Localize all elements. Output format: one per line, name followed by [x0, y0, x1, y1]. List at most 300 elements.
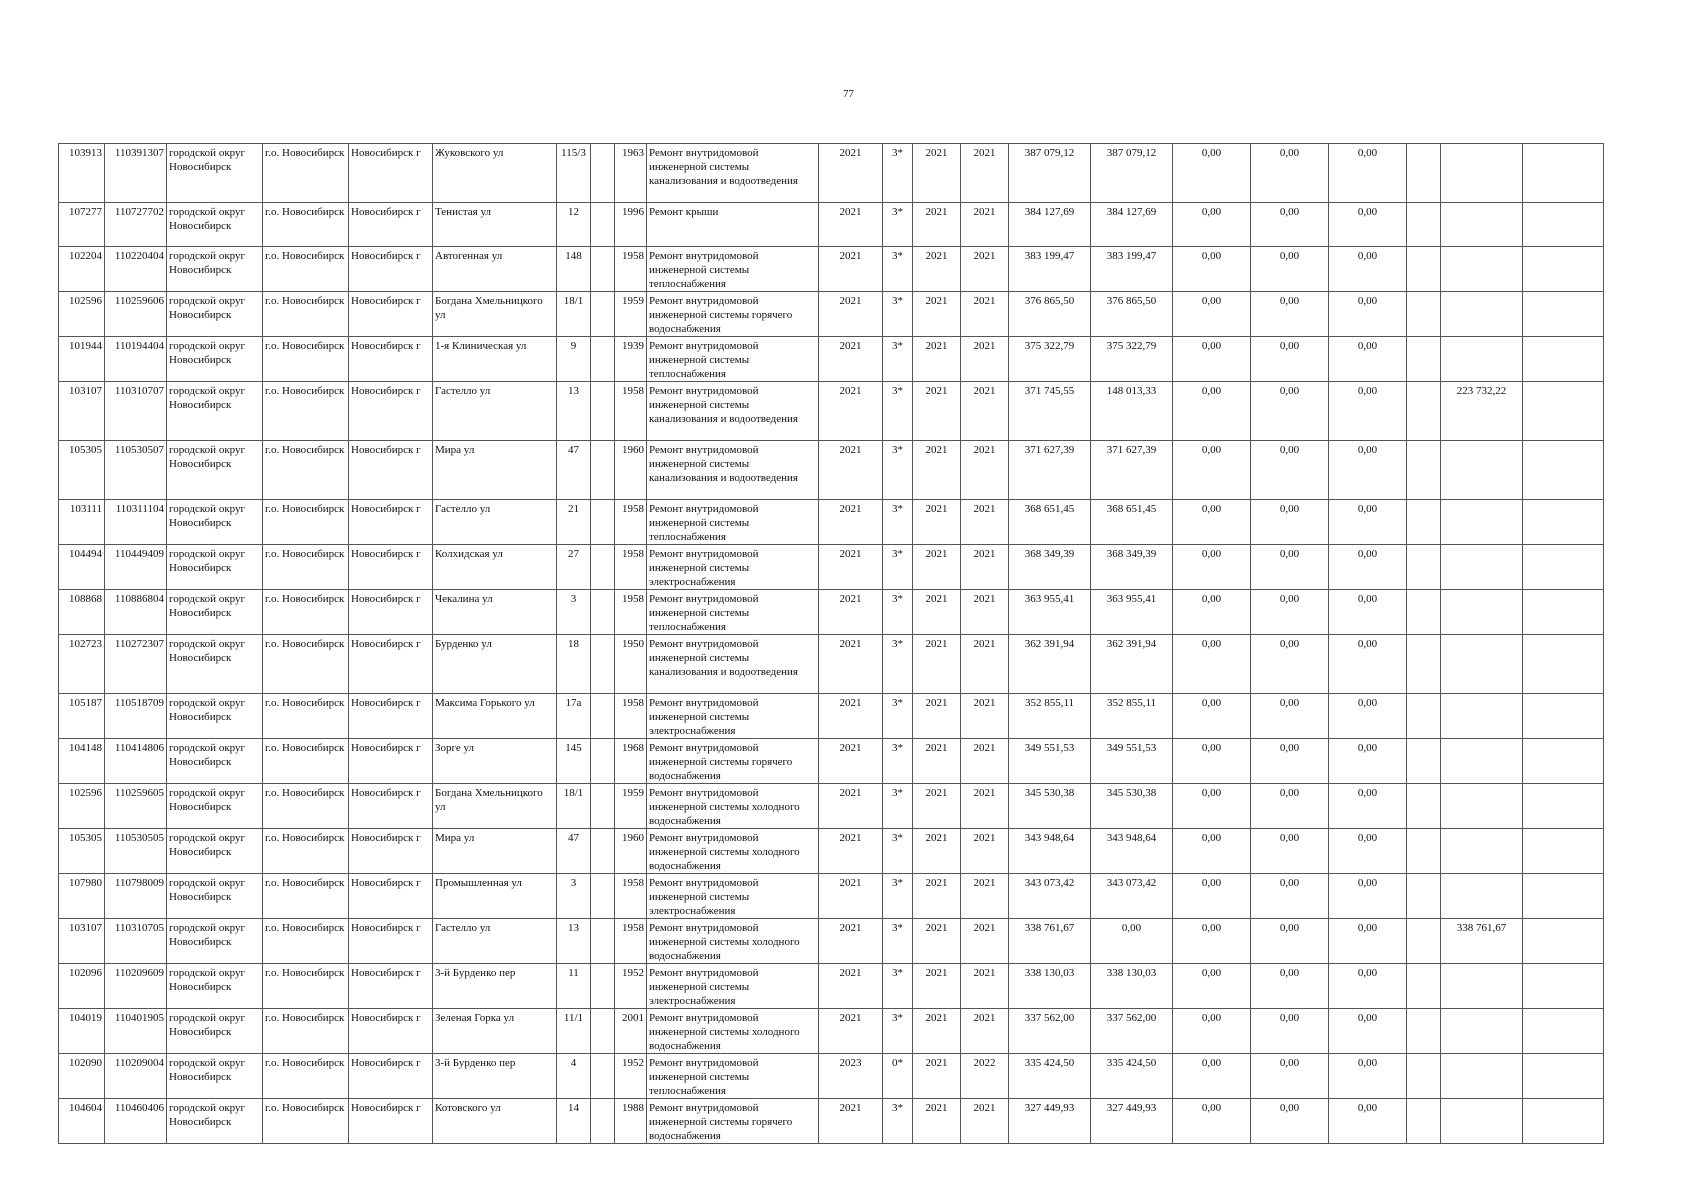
cell-build-year: 1968 — [615, 739, 647, 784]
table-row — [59, 1054, 1604, 1099]
cell-owner-funds — [1441, 144, 1523, 203]
cell-work-type: Ремонт внутридомовой инженерной системы канализования и водоотведения — [647, 382, 819, 441]
cell-locality: Новосибирск г — [349, 1009, 433, 1054]
cell-house-number: 11/1 — [557, 1009, 591, 1054]
cell-build-year: 1952 — [615, 1054, 647, 1099]
cell-plan-year: 2023 — [819, 1054, 883, 1099]
cell-object-id: 110518709 — [105, 694, 167, 739]
cell-budget-local: 0,00 — [1329, 292, 1407, 337]
cell-build-year: 1959 — [615, 784, 647, 829]
cell-budget-federal: 0,00 — [1173, 247, 1251, 292]
cell-total-cost: 368 349,39 — [1009, 545, 1091, 590]
cell-fund-cost: 362 391,94 — [1091, 635, 1173, 694]
cell-owner-funds — [1441, 739, 1523, 784]
cell-budget-local: 0,00 — [1329, 500, 1407, 545]
cell-start-year: 2021 — [913, 144, 961, 203]
cell-build-year: 1963 — [615, 144, 647, 203]
cell-notes — [1523, 1099, 1604, 1144]
cell-owner-funds — [1441, 1009, 1523, 1054]
cell-plan-year: 2021 — [819, 382, 883, 441]
cell-house-number: 14 — [557, 1099, 591, 1144]
cell-budget-local: 0,00 — [1329, 382, 1407, 441]
cell-priority-code: 3* — [883, 1009, 913, 1054]
cell-start-year: 2021 — [913, 874, 961, 919]
cell-municipality: городской округ Новосибирск — [167, 500, 263, 545]
cell-building — [591, 144, 615, 203]
cell-total-cost: 352 855,11 — [1009, 694, 1091, 739]
cell-build-year: 1958 — [615, 590, 647, 635]
cell-fund-cost: 384 127,69 — [1091, 203, 1173, 247]
table-row — [59, 545, 1604, 590]
cell-fund-cost: 343 948,64 — [1091, 829, 1173, 874]
cell-work-type: Ремонт внутридомовой инженерной системы канализования и водоотведения — [647, 635, 819, 694]
cell-municipal-entity: г.о. Новосибирск — [263, 144, 349, 203]
cell-plan-year: 2021 — [819, 203, 883, 247]
cell-priority-code: 3* — [883, 1099, 913, 1144]
cell-extra-col — [1407, 545, 1441, 590]
cell-work-type: Ремонт внутридомовой инженерной системы электроснабжения — [647, 964, 819, 1009]
cell-start-year: 2021 — [913, 784, 961, 829]
cell-total-cost: 362 391,94 — [1009, 635, 1091, 694]
cell-fund-cost: 352 855,11 — [1091, 694, 1173, 739]
cell-budget-local: 0,00 — [1329, 635, 1407, 694]
cell-object-id: 110530507 — [105, 441, 167, 500]
cell-priority-code: 3* — [883, 784, 913, 829]
cell-build-year: 1952 — [615, 964, 647, 1009]
cell-priority-code: 3* — [883, 964, 913, 1009]
cell-budget-federal: 0,00 — [1173, 144, 1251, 203]
cell-municipal-entity: г.о. Новосибирск — [263, 590, 349, 635]
cell-municipal-entity: г.о. Новосибирск — [263, 739, 349, 784]
cell-notes — [1523, 1054, 1604, 1099]
cell-owner-funds — [1441, 500, 1523, 545]
cell-total-cost: 337 562,00 — [1009, 1009, 1091, 1054]
table-row — [59, 337, 1604, 382]
cell-priority-code: 3* — [883, 247, 913, 292]
cell-build-year: 1958 — [615, 919, 647, 964]
cell-start-year: 2021 — [913, 337, 961, 382]
cell-house-id: 108868 — [59, 590, 105, 635]
cell-notes — [1523, 964, 1604, 1009]
cell-end-year: 2021 — [961, 292, 1009, 337]
cell-object-id: 110449409 — [105, 545, 167, 590]
cell-end-year: 2021 — [961, 382, 1009, 441]
cell-start-year: 2021 — [913, 739, 961, 784]
cell-end-year: 2021 — [961, 337, 1009, 382]
cell-house-number: 17а — [557, 694, 591, 739]
cell-extra-col — [1407, 203, 1441, 247]
cell-house-id: 102723 — [59, 635, 105, 694]
cell-start-year: 2021 — [913, 919, 961, 964]
cell-notes — [1523, 829, 1604, 874]
cell-start-year: 2021 — [913, 1099, 961, 1144]
cell-extra-col — [1407, 292, 1441, 337]
cell-work-type: Ремонт внутридомовой инженерной системы электроснабжения — [647, 694, 819, 739]
cell-house-id: 103111 — [59, 500, 105, 545]
cell-building — [591, 1009, 615, 1054]
cell-plan-year: 2021 — [819, 739, 883, 784]
cell-budget-local: 0,00 — [1329, 829, 1407, 874]
cell-municipality: городской округ Новосибирск — [167, 382, 263, 441]
cell-budget-local: 0,00 — [1329, 1054, 1407, 1099]
cell-budget-regional: 0,00 — [1251, 1009, 1329, 1054]
cell-plan-year: 2021 — [819, 829, 883, 874]
table-row — [59, 829, 1604, 874]
cell-start-year: 2021 — [913, 635, 961, 694]
cell-priority-code: 3* — [883, 500, 913, 545]
cell-house-id: 107277 — [59, 203, 105, 247]
cell-total-cost: 363 955,41 — [1009, 590, 1091, 635]
cell-priority-code: 3* — [883, 382, 913, 441]
cell-budget-local: 0,00 — [1329, 739, 1407, 784]
cell-budget-federal: 0,00 — [1173, 919, 1251, 964]
cell-locality: Новосибирск г — [349, 919, 433, 964]
cell-municipal-entity: г.о. Новосибирск — [263, 382, 349, 441]
cell-building — [591, 874, 615, 919]
cell-municipal-entity: г.о. Новосибирск — [263, 694, 349, 739]
cell-municipal-entity: г.о. Новосибирск — [263, 441, 349, 500]
cell-extra-col — [1407, 829, 1441, 874]
cell-building — [591, 1054, 615, 1099]
cell-owner-funds — [1441, 292, 1523, 337]
cell-fund-cost: 375 322,79 — [1091, 337, 1173, 382]
table-row — [59, 964, 1604, 1009]
cell-extra-col — [1407, 874, 1441, 919]
cell-street: 1-я Клиническая ул — [433, 337, 557, 382]
cell-notes — [1523, 919, 1604, 964]
cell-plan-year: 2021 — [819, 919, 883, 964]
cell-work-type: Ремонт внутридомовой инженерной системы горячего водоснабжения — [647, 292, 819, 337]
cell-total-cost: 338 761,67 — [1009, 919, 1091, 964]
table-row — [59, 1099, 1604, 1144]
cell-budget-federal: 0,00 — [1173, 1054, 1251, 1099]
cell-budget-federal: 0,00 — [1173, 337, 1251, 382]
cell-notes — [1523, 144, 1604, 203]
cell-budget-federal: 0,00 — [1173, 441, 1251, 500]
cell-plan-year: 2021 — [819, 874, 883, 919]
cell-notes — [1523, 739, 1604, 784]
cell-locality: Новосибирск г — [349, 590, 433, 635]
cell-work-type: Ремонт внутридомовой инженерной системы теплоснабжения — [647, 590, 819, 635]
cell-notes — [1523, 500, 1604, 545]
table-row — [59, 919, 1604, 964]
cell-budget-regional: 0,00 — [1251, 382, 1329, 441]
cell-object-id: 110209609 — [105, 964, 167, 1009]
cell-total-cost: 375 322,79 — [1009, 337, 1091, 382]
cell-extra-col — [1407, 1054, 1441, 1099]
cell-house-number: 3 — [557, 590, 591, 635]
cell-build-year: 1958 — [615, 500, 647, 545]
cell-work-type: Ремонт внутридомовой инженерной системы холодного водоснабжения — [647, 829, 819, 874]
cell-street: Автогенная ул — [433, 247, 557, 292]
cell-owner-funds — [1441, 441, 1523, 500]
cell-end-year: 2021 — [961, 784, 1009, 829]
cell-plan-year: 2021 — [819, 500, 883, 545]
cell-budget-local: 0,00 — [1329, 1009, 1407, 1054]
cell-house-id: 102096 — [59, 964, 105, 1009]
cell-budget-federal: 0,00 — [1173, 590, 1251, 635]
cell-budget-federal: 0,00 — [1173, 203, 1251, 247]
cell-build-year: 1960 — [615, 829, 647, 874]
cell-end-year: 2021 — [961, 694, 1009, 739]
cell-building — [591, 590, 615, 635]
cell-locality: Новосибирск г — [349, 829, 433, 874]
cell-municipality: городской округ Новосибирск — [167, 247, 263, 292]
cell-municipal-entity: г.о. Новосибирск — [263, 247, 349, 292]
cell-start-year: 2021 — [913, 1009, 961, 1054]
cell-locality: Новосибирск г — [349, 964, 433, 1009]
cell-municipal-entity: г.о. Новосибирск — [263, 874, 349, 919]
cell-extra-col — [1407, 382, 1441, 441]
cell-object-id: 110727702 — [105, 203, 167, 247]
cell-locality: Новосибирск г — [349, 694, 433, 739]
cell-street: Гастелло ул — [433, 919, 557, 964]
table-row — [59, 590, 1604, 635]
cell-budget-federal: 0,00 — [1173, 1009, 1251, 1054]
cell-end-year: 2021 — [961, 1099, 1009, 1144]
cell-end-year: 2021 — [961, 247, 1009, 292]
cell-build-year: 1959 — [615, 292, 647, 337]
cell-budget-federal: 0,00 — [1173, 829, 1251, 874]
cell-owner-funds — [1441, 545, 1523, 590]
cell-locality: Новосибирск г — [349, 441, 433, 500]
cell-budget-local: 0,00 — [1329, 784, 1407, 829]
cell-budget-regional: 0,00 — [1251, 739, 1329, 784]
cell-budget-regional: 0,00 — [1251, 829, 1329, 874]
cell-municipality: городской округ Новосибирск — [167, 1009, 263, 1054]
cell-extra-col — [1407, 919, 1441, 964]
cell-locality: Новосибирск г — [349, 874, 433, 919]
table-row — [59, 1009, 1604, 1054]
cell-locality: Новосибирск г — [349, 500, 433, 545]
cell-notes — [1523, 784, 1604, 829]
cell-notes — [1523, 292, 1604, 337]
cell-municipality: городской округ Новосибирск — [167, 694, 263, 739]
cell-end-year: 2021 — [961, 874, 1009, 919]
cell-start-year: 2021 — [913, 829, 961, 874]
cell-house-id: 103913 — [59, 144, 105, 203]
cell-owner-funds — [1441, 247, 1523, 292]
cell-municipality: городской округ Новосибирск — [167, 919, 263, 964]
cell-building — [591, 203, 615, 247]
cell-extra-col — [1407, 964, 1441, 1009]
cell-notes — [1523, 545, 1604, 590]
cell-municipal-entity: г.о. Новосибирск — [263, 203, 349, 247]
cell-budget-regional: 0,00 — [1251, 694, 1329, 739]
cell-owner-funds — [1441, 635, 1523, 694]
cell-building — [591, 964, 615, 1009]
cell-object-id: 110460406 — [105, 1099, 167, 1144]
cell-end-year: 2022 — [961, 1054, 1009, 1099]
cell-start-year: 2021 — [913, 203, 961, 247]
cell-priority-code: 3* — [883, 203, 913, 247]
cell-house-number: 13 — [557, 919, 591, 964]
cell-budget-local: 0,00 — [1329, 203, 1407, 247]
cell-building — [591, 919, 615, 964]
cell-end-year: 2021 — [961, 500, 1009, 545]
cell-plan-year: 2021 — [819, 635, 883, 694]
cell-extra-col — [1407, 590, 1441, 635]
cell-house-id: 107980 — [59, 874, 105, 919]
cell-municipality: городской округ Новосибирск — [167, 829, 263, 874]
cell-building — [591, 694, 615, 739]
cell-house-id: 104019 — [59, 1009, 105, 1054]
cell-house-id: 102596 — [59, 292, 105, 337]
cell-total-cost: 343 948,64 — [1009, 829, 1091, 874]
cell-budget-regional: 0,00 — [1251, 337, 1329, 382]
cell-municipal-entity: г.о. Новосибирск — [263, 1099, 349, 1144]
cell-building — [591, 635, 615, 694]
cell-budget-regional: 0,00 — [1251, 441, 1329, 500]
cell-extra-col — [1407, 144, 1441, 203]
cell-locality: Новосибирск г — [349, 292, 433, 337]
cell-street: Богдана Хмельницкого ул — [433, 784, 557, 829]
cell-budget-regional: 0,00 — [1251, 1054, 1329, 1099]
cell-object-id: 110886804 — [105, 590, 167, 635]
table-row — [59, 635, 1604, 694]
cell-work-type: Ремонт внутридомовой инженерной системы теплоснабжения — [647, 247, 819, 292]
cell-end-year: 2021 — [961, 545, 1009, 590]
cell-house-number: 18 — [557, 635, 591, 694]
capital-repair-register-table — [58, 143, 1604, 1144]
cell-plan-year: 2021 — [819, 590, 883, 635]
table-row — [59, 784, 1604, 829]
cell-house-number: 148 — [557, 247, 591, 292]
cell-work-type: Ремонт внутридомовой инженерной системы холодного водоснабжения — [647, 784, 819, 829]
cell-budget-local: 0,00 — [1329, 144, 1407, 203]
cell-end-year: 2021 — [961, 635, 1009, 694]
cell-house-id: 102596 — [59, 784, 105, 829]
cell-budget-federal: 0,00 — [1173, 874, 1251, 919]
cell-extra-col — [1407, 1099, 1441, 1144]
cell-street: Максима Горького ул — [433, 694, 557, 739]
cell-house-id: 102204 — [59, 247, 105, 292]
cell-extra-col — [1407, 247, 1441, 292]
cell-municipal-entity: г.о. Новосибирск — [263, 292, 349, 337]
cell-extra-col — [1407, 337, 1441, 382]
cell-extra-col — [1407, 441, 1441, 500]
cell-budget-federal: 0,00 — [1173, 694, 1251, 739]
cell-fund-cost: 383 199,47 — [1091, 247, 1173, 292]
cell-house-id: 105305 — [59, 441, 105, 500]
cell-owner-funds — [1441, 203, 1523, 247]
cell-budget-regional: 0,00 — [1251, 784, 1329, 829]
cell-owner-funds — [1441, 1099, 1523, 1144]
cell-work-type: Ремонт внутридомовой инженерной системы горячего водоснабжения — [647, 739, 819, 784]
cell-notes — [1523, 1009, 1604, 1054]
cell-total-cost: 371 627,39 — [1009, 441, 1091, 500]
cell-notes — [1523, 441, 1604, 500]
cell-priority-code: 3* — [883, 441, 913, 500]
cell-municipal-entity: г.о. Новосибирск — [263, 829, 349, 874]
cell-budget-regional: 0,00 — [1251, 292, 1329, 337]
cell-total-cost: 327 449,93 — [1009, 1099, 1091, 1144]
table-row — [59, 292, 1604, 337]
cell-object-id: 110391307 — [105, 144, 167, 203]
cell-priority-code: 3* — [883, 144, 913, 203]
cell-end-year: 2021 — [961, 590, 1009, 635]
cell-municipality: городской округ Новосибирск — [167, 144, 263, 203]
cell-building — [591, 500, 615, 545]
cell-extra-col — [1407, 1009, 1441, 1054]
table-row — [59, 144, 1604, 203]
cell-end-year: 2021 — [961, 1009, 1009, 1054]
cell-street: Чекалина ул — [433, 590, 557, 635]
cell-municipal-entity: г.о. Новосибирск — [263, 784, 349, 829]
cell-municipal-entity: г.о. Новосибирск — [263, 635, 349, 694]
cell-street: Мира ул — [433, 829, 557, 874]
cell-building — [591, 247, 615, 292]
cell-build-year: 2001 — [615, 1009, 647, 1054]
cell-street: Промышленная ул — [433, 874, 557, 919]
cell-priority-code: 3* — [883, 292, 913, 337]
cell-street: Зорге ул — [433, 739, 557, 784]
cell-owner-funds — [1441, 590, 1523, 635]
cell-budget-local: 0,00 — [1329, 441, 1407, 500]
cell-locality: Новосибирск г — [349, 1054, 433, 1099]
cell-total-cost: 387 079,12 — [1009, 144, 1091, 203]
cell-notes — [1523, 590, 1604, 635]
cell-fund-cost: 0,00 — [1091, 919, 1173, 964]
cell-plan-year: 2021 — [819, 337, 883, 382]
cell-street: Мира ул — [433, 441, 557, 500]
cell-object-id: 110259606 — [105, 292, 167, 337]
cell-start-year: 2021 — [913, 500, 961, 545]
cell-owner-funds — [1441, 784, 1523, 829]
cell-budget-federal: 0,00 — [1173, 635, 1251, 694]
page-number: 77 — [843, 88, 854, 100]
cell-municipality: городской округ Новосибирск — [167, 874, 263, 919]
cell-plan-year: 2021 — [819, 1099, 883, 1144]
cell-street: Богдана Хмельницкого ул — [433, 292, 557, 337]
cell-budget-federal: 0,00 — [1173, 545, 1251, 590]
cell-budget-local: 0,00 — [1329, 337, 1407, 382]
cell-house-id: 104148 — [59, 739, 105, 784]
cell-budget-federal: 0,00 — [1173, 292, 1251, 337]
cell-object-id: 110272307 — [105, 635, 167, 694]
cell-plan-year: 2021 — [819, 441, 883, 500]
cell-budget-regional: 0,00 — [1251, 964, 1329, 1009]
cell-fund-cost: 337 562,00 — [1091, 1009, 1173, 1054]
cell-house-id: 103107 — [59, 382, 105, 441]
cell-notes — [1523, 874, 1604, 919]
cell-total-cost: 335 424,50 — [1009, 1054, 1091, 1099]
cell-budget-regional: 0,00 — [1251, 1099, 1329, 1144]
cell-build-year: 1958 — [615, 545, 647, 590]
cell-budget-federal: 0,00 — [1173, 500, 1251, 545]
cell-house-id: 105187 — [59, 694, 105, 739]
cell-total-cost: 338 130,03 — [1009, 964, 1091, 1009]
cell-budget-regional: 0,00 — [1251, 247, 1329, 292]
cell-start-year: 2021 — [913, 590, 961, 635]
cell-total-cost: 376 865,50 — [1009, 292, 1091, 337]
cell-object-id: 110798009 — [105, 874, 167, 919]
cell-priority-code: 3* — [883, 694, 913, 739]
table-row — [59, 739, 1604, 784]
cell-locality: Новосибирск г — [349, 739, 433, 784]
cell-budget-federal: 0,00 — [1173, 739, 1251, 784]
cell-start-year: 2021 — [913, 1054, 961, 1099]
cell-locality: Новосибирск г — [349, 545, 433, 590]
table-row — [59, 247, 1604, 292]
cell-municipality: городской округ Новосибирск — [167, 635, 263, 694]
cell-street: Котовского ул — [433, 1099, 557, 1144]
cell-house-number: 4 — [557, 1054, 591, 1099]
cell-end-year: 2021 — [961, 739, 1009, 784]
cell-total-cost: 343 073,42 — [1009, 874, 1091, 919]
cell-house-number: 21 — [557, 500, 591, 545]
cell-house-id: 105305 — [59, 829, 105, 874]
